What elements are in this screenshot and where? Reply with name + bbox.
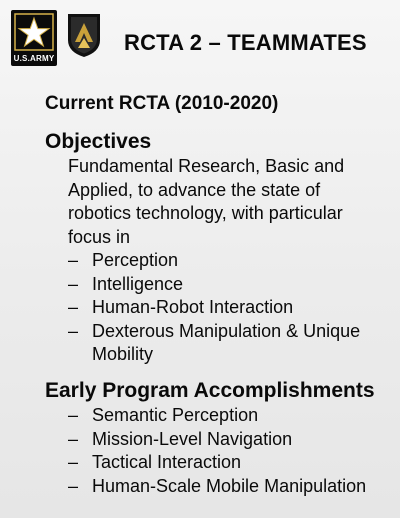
slide-title: RCTA 2 – TEAMMATES [124, 30, 367, 55]
objectives-list [68, 249, 388, 367]
accomplishment-item-tactical-interaction: – Tactical Interaction [68, 451, 398, 475]
objective-item-intelligence: – Intelligence [68, 273, 388, 297]
accomplishment-item-semantic-perception: – Semantic Perception [68, 404, 398, 428]
objectives-heading: Objectives [45, 130, 152, 153]
army-wordmark: U.S.ARMY [13, 54, 55, 63]
futures-command-logo [66, 12, 102, 58]
objective-item-dexterous-manipulation: – Dexterous Manipulation & Unique Mobility [68, 320, 388, 367]
objective-item-perception: – Perception [68, 249, 388, 273]
slide-header [0, 0, 400, 80]
accomplishment-item-mission-level-navigation: – Mission-Level Navigation [68, 428, 398, 452]
us-army-logo [11, 10, 57, 66]
objectives-intro: Fundamental Research, Basic and Applied, to advance the state of robotics technology, with particular focus in [68, 156, 345, 247]
futures-command-icon [66, 12, 102, 58]
accomplishment-item-mobile-manipulation: – Human-Scale Mobile Manipulation [68, 475, 398, 499]
army-star-icon [11, 10, 57, 54]
accomplishments-heading: Early Program Accomplishments [45, 379, 375, 402]
objective-item-human-robot-interaction: – Human-Robot Interaction [68, 296, 388, 320]
slide-subtitle: Current RCTA (2010-2020) [45, 93, 279, 114]
accomplishments-list [68, 404, 398, 498]
